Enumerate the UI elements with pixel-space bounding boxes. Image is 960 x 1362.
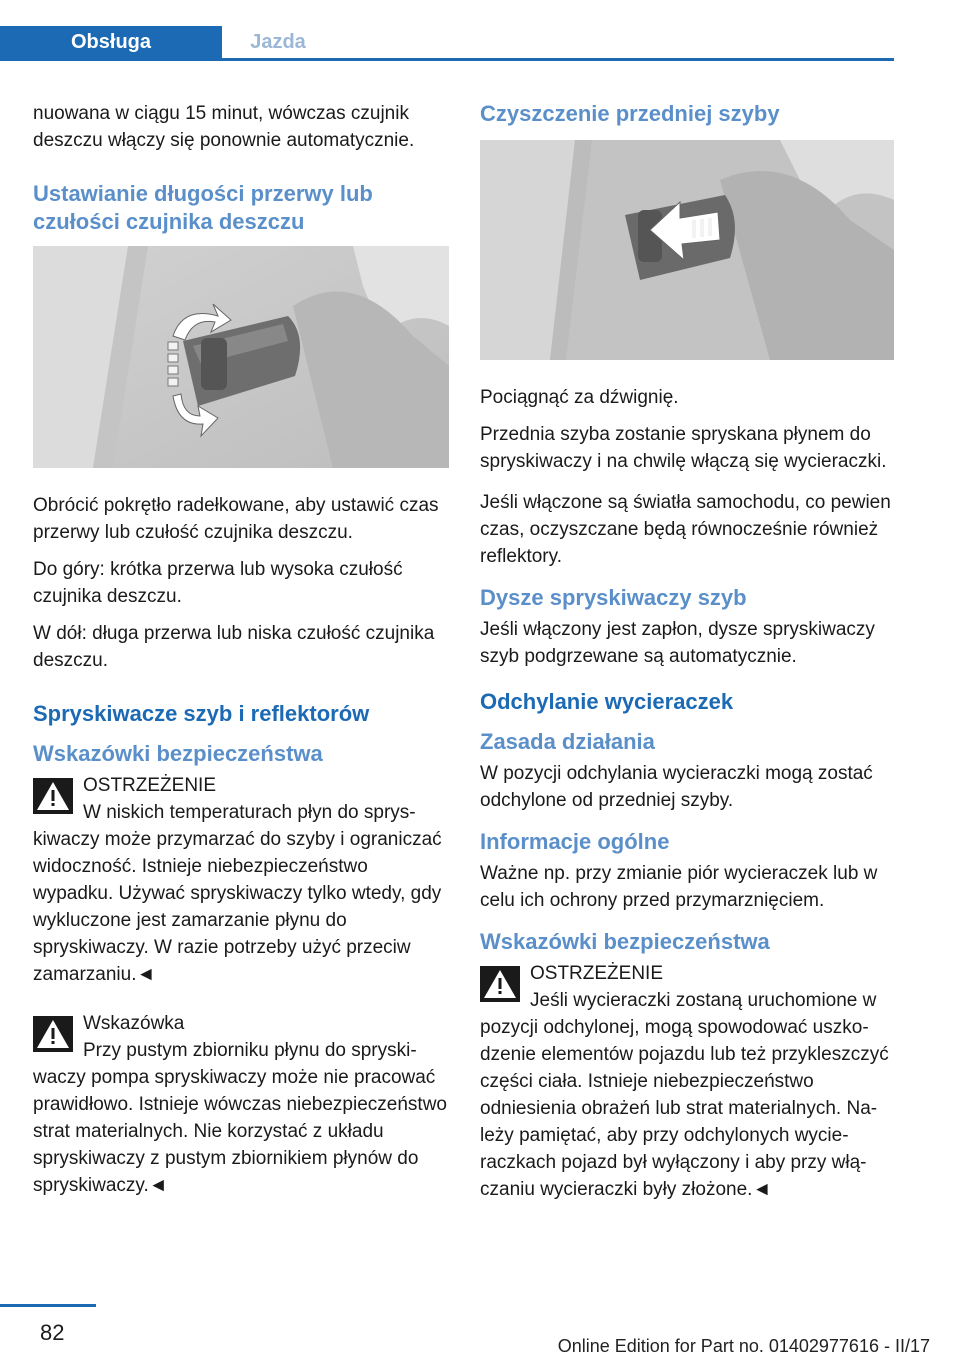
page-number: 82	[40, 1320, 65, 1345]
chapter-tabs	[0, 26, 894, 60]
warning-text: pozycji odchylonej, mogą spowodować uszkodzenie elementów pojazdu lub też przykleszczyć części ciała. Istnieje niebezpieczeństwo odniesienia obrażeń lub strat materialnych. Należy pamiętać, aby przy odchylonych wycieraczkach pojazd był wyłączony i aby przy włączaniu wycieraczki były złożone.◄	[480, 1017, 889, 1200]
paragraph-spray: Przednia szyba zostanie spryskana płynem do spryskiwaczy i na chwilę włączą się wycieraczki.	[480, 424, 887, 472]
right-column	[480, 100, 896, 1215]
paragraph-pull: Pociągnąć za dźwignię.	[480, 387, 679, 408]
tab-obsluga[interactable]: Obsługa	[0, 26, 222, 58]
warning-first-line: Jeśli wycieraczki zostaną uruchomione w	[530, 990, 877, 1011]
paragraph-down: W dół: długa przerwa lub niska czułość czujnika deszczu.	[33, 623, 435, 671]
paragraph-headlights: Jeśli włączone są światła samochodu, co pewien czas, oczyszczane będą równocześnie również reflektory.	[480, 492, 891, 567]
heading-cleaning: Czyszczenie przedniej szyby	[480, 101, 780, 126]
warning-title: OSTRZEŻENIE	[530, 963, 664, 984]
edition-text: Online Edition for Part no. 01402977616 - II/17	[557, 1336, 930, 1356]
heading-washers: Spryskiwacze szyb i reflektorów	[33, 701, 370, 726]
paragraph-up: Do góry: krótka przerwa lub wysoka czułość czujnika deszczu.	[33, 559, 403, 607]
stalk-pull-illustration	[480, 140, 894, 360]
warning-title: OSTRZEŻENIE	[83, 775, 217, 796]
warning-block-freezing	[33, 772, 449, 988]
warning-triangle-icon	[33, 778, 73, 814]
warning-text: kiwaczy może przymarzać do szyby i ograniczać widoczność. Istnieje niebezpieczeństwo wypadku. Używać spryskiwaczy tylko wtedy, gdy wykluczone jest zamarzanie płynu do spryskiwaczy. W razie potrzeby użyć przeciw zamarzaniu.◄	[33, 829, 442, 985]
warning-block-foldout	[480, 960, 896, 1203]
heading-foldout: Odchylanie wycieraczek	[480, 689, 734, 714]
heading-interval: Ustawianie długości przerwy lub czułości czujnika deszczu	[33, 181, 373, 234]
paragraph-principle: W pozycji odchylania wycieraczki mogą zostać odchylone od przedniej szyby.	[480, 763, 873, 811]
note-text: waczy pompa spryskiwaczy może nie pracować prawidłowo. Istnieje wówczas niebezpieczeństwo strat materialnych. Nie korzystać z układu spryskiwaczy z pustym zbiornikiem płynów do spryskiwaczy.◄	[33, 1067, 447, 1196]
header-rule	[0, 58, 894, 61]
note-first-line: Przy pustym zbiorniku płynu do spryski-	[83, 1040, 417, 1061]
warning-first-line: W niskich temperaturach płyn do sprys-	[83, 802, 416, 823]
footer-rule	[0, 1304, 96, 1307]
intro-text: nuowana w ciągu 15 minut, wówczas czujnik deszczu włączy się ponownie automatycznie.	[33, 103, 415, 151]
note-title: Wskazówka	[83, 1013, 185, 1034]
paragraph-general: Ważne np. przy zmianie piór wycieraczek lub w celu ich ochrony przed przymarznięciem.	[480, 863, 878, 911]
tab-jazda[interactable]: Jazda	[250, 31, 306, 53]
stalk-illustration	[33, 246, 449, 468]
figure-stalk-knurled-wheel	[33, 246, 449, 468]
left-column	[33, 100, 449, 1211]
paragraph-nozzles: Jeśli włączony jest zapłon, dysze spryskiwaczy szyb podgrzewane są automatycznie.	[480, 619, 875, 667]
heading-principle: Zasada działania	[480, 729, 655, 754]
warning-triangle-icon	[33, 1016, 73, 1052]
warning-triangle-icon	[480, 966, 520, 1002]
heading-safety-left: Wskazówki bezpieczeństwa	[33, 741, 323, 766]
heading-nozzles: Dysze spryskiwaczy szyb	[480, 585, 747, 610]
paragraph-rotate: Obrócić pokrętło radełkowane, aby ustawić czas przerwy lub czułość czujnika deszczu.	[33, 495, 439, 543]
heading-general: Informacje ogólne	[480, 829, 670, 854]
heading-safety-right: Wskazówki bezpieczeństwa	[480, 929, 770, 954]
figure-stalk-pull	[480, 140, 894, 360]
note-block-empty-tank	[33, 1010, 449, 1199]
